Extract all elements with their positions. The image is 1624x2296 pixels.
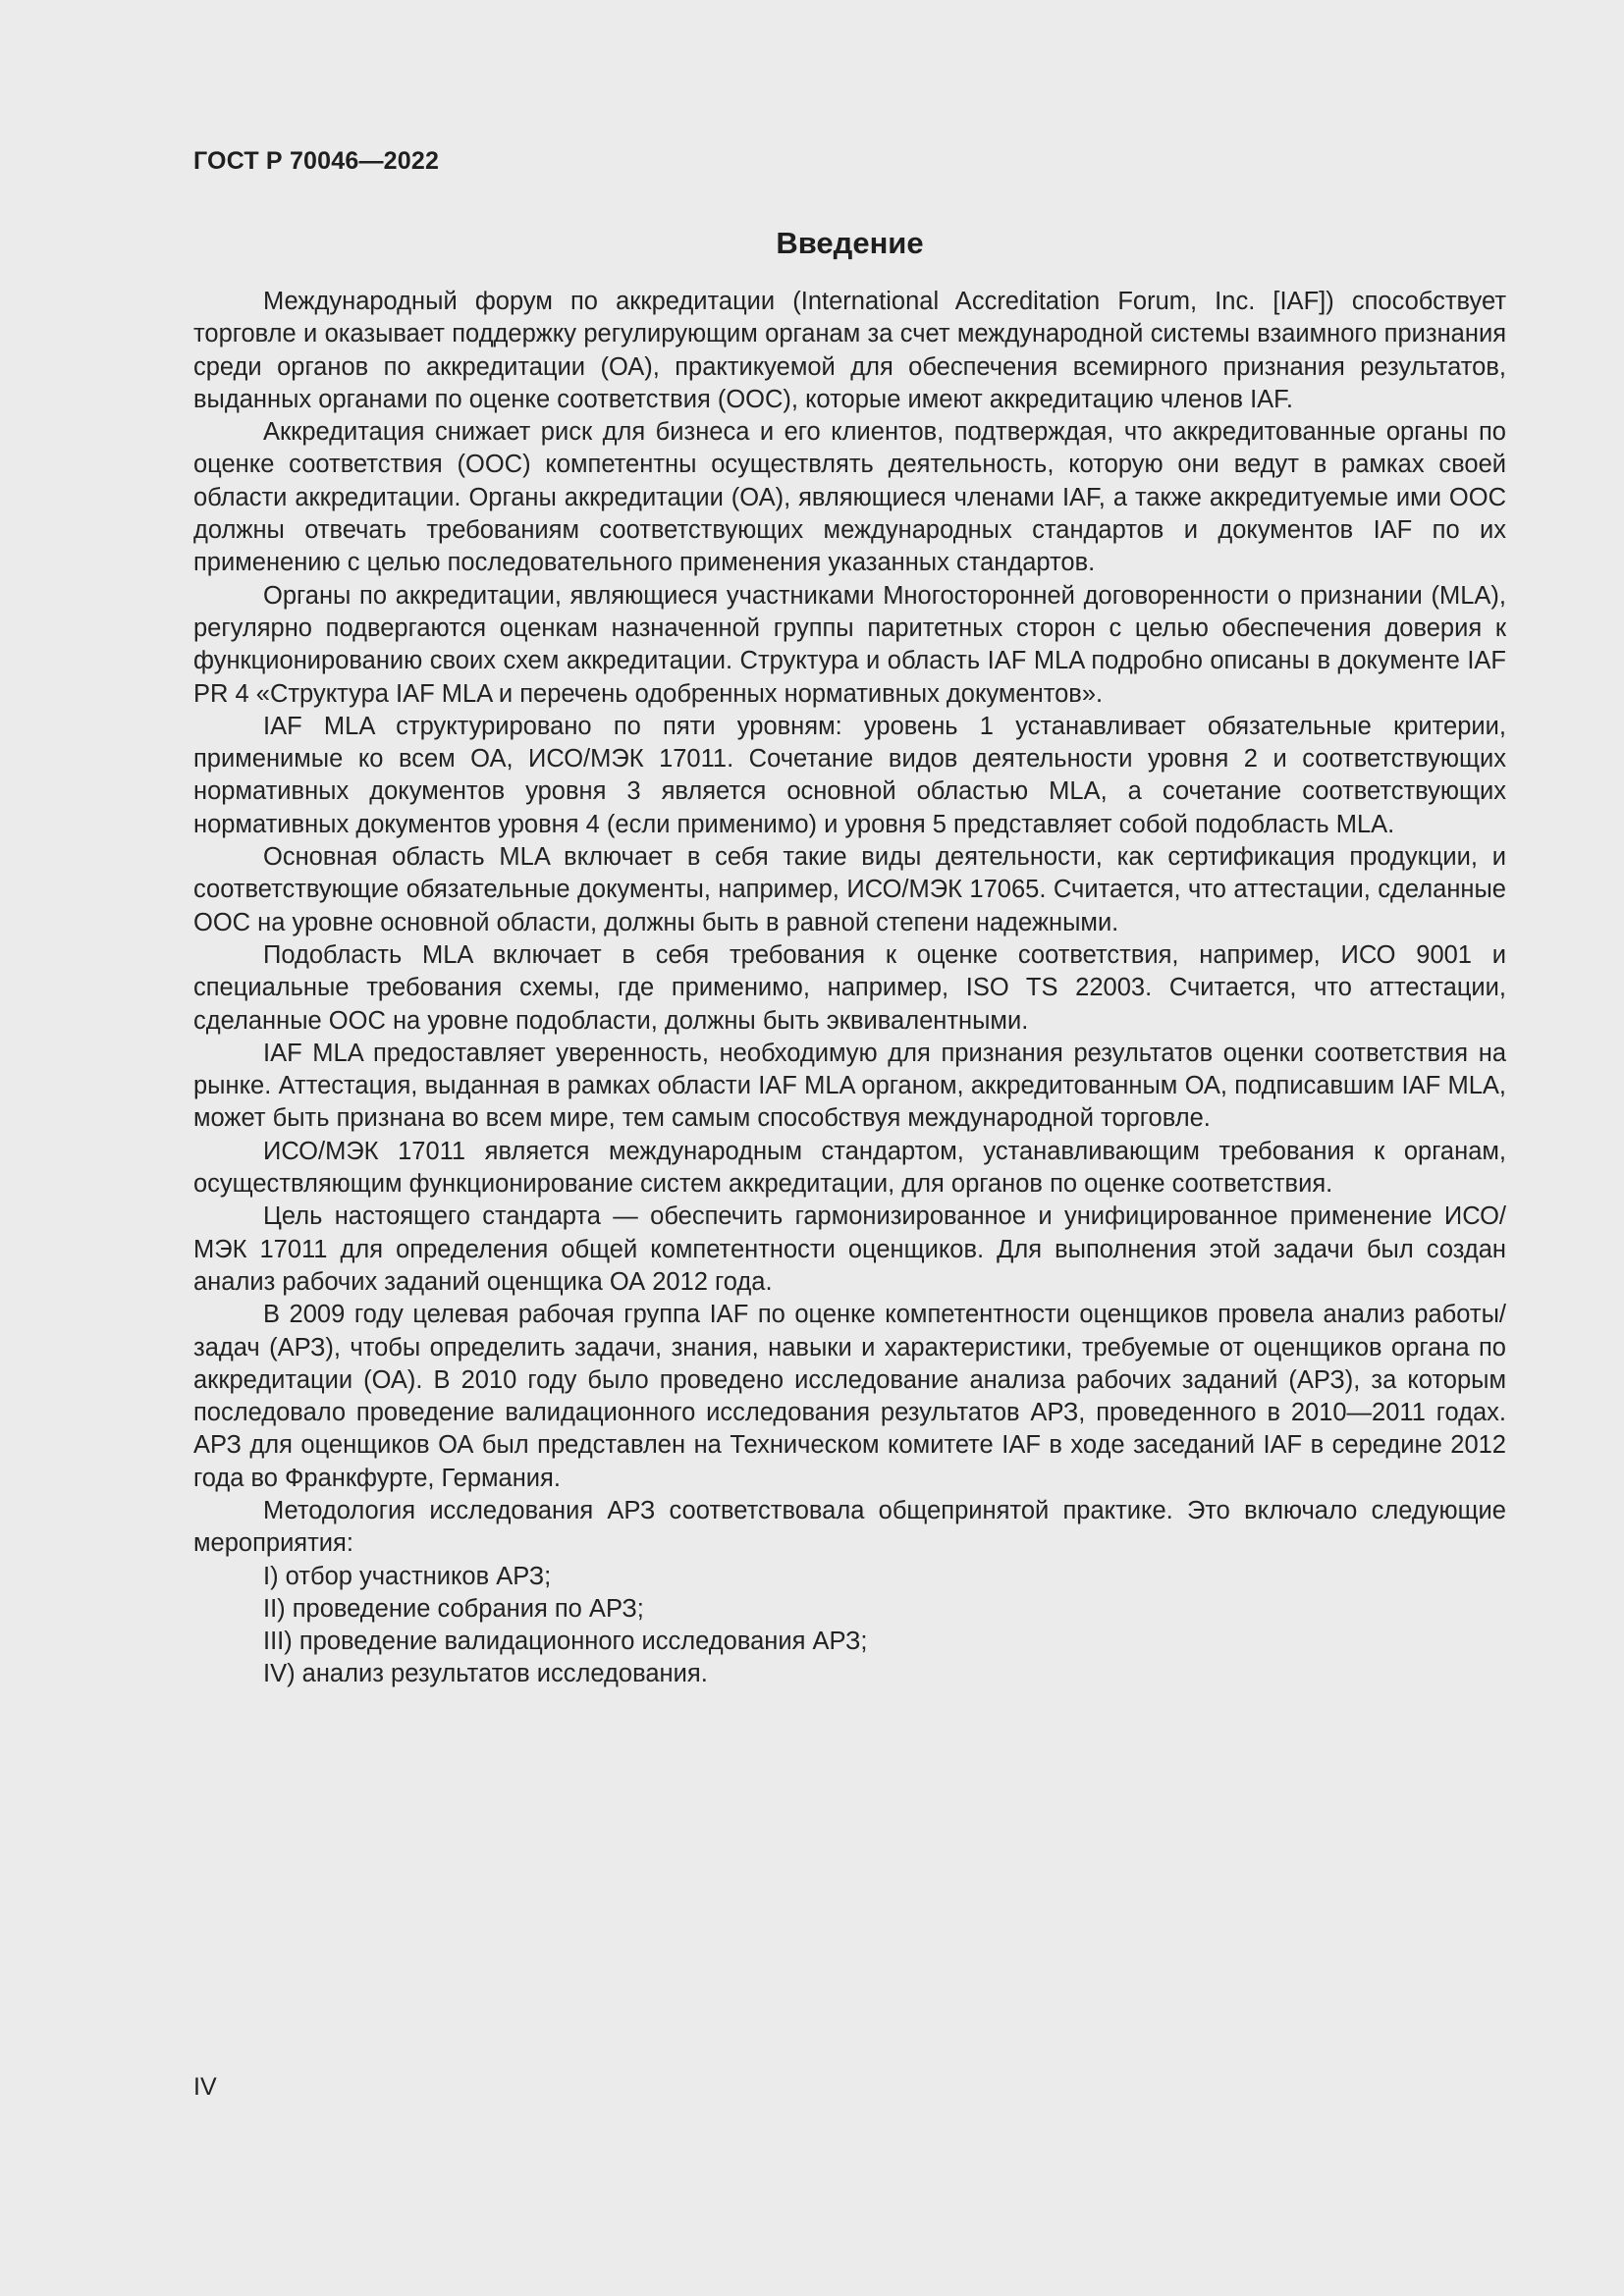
paragraph: Основная область MLA включает в себя такие виды деятельности, как сертификация продукции, и соответствующие обязательные документы, например, ИСО/МЭК 17065. Считается, что аттестации, сделанные ООС на уровне основной области, должны быть в равной степени надежными. [193,843,1506,936]
paragraph: IAF MLA предоставляет уверенность, необходимую для признания результатов оценки соответствия на рынке. Аттестация, выданная в рамках области IAF MLA органом, аккредитованным ОА, подписавшим IAF MLA, может быть признана во всем мире, тем самым способствуя международной торговле. [193,1039,1506,1133]
standard-id-header: ГОСТ Р 70046—2022 [193,147,440,175]
paragraph: Цель настоящего стандарта — обеспечить гармонизированное и унифицированное применение ИСО/МЭК 17011 для определения общей компетентности оценщиков. Для выполнения этой задачи был создан анализ рабочих заданий оценщика ОА 2012 года. [193,1202,1506,1296]
paragraph: Подобласть MLA включает в себя требования к оценке соответствия, например, ИСО 9001 и специальные требования схемы, где применимо, например, ISO TS 22003. Считается, что аттестации, сделанные ООС на уровне подобласти, должны быть эквивалентными. [193,940,1506,1035]
paragraph: Аккредитация снижает риск для бизнеса и его клиентов, подтверждая, что аккредитованные органы по оценке соответствия (ООС) компетентны осуществлять деятельность, которую они ведут в рамках своей области аккредитации. Органы аккредитации (ОА), являющиеся членами IAF, а также аккредитуемые ими ООС должны отвечать требованиям соответствующих международных стандартов и документов IAF по их применению с целью последовательного применения указанных стандартов. [193,418,1506,577]
list-item: IV) анализ результатов исследования. [263,1660,708,1688]
paragraph: IAF MLA структурировано по пяти уровням: уровень 1 устанавливает обязательные критерии, применимые ко всем ОА, ИСО/МЭК 17011. Сочетание видов деятельности уровня 2 и соответствующих нормативных документов уровня 3 является основной областью MLA, а сочетание соответствующих нормативных документов уровня 4 (если применимо) и уровня 5 представляет собой подобласть MLA. [193,712,1506,838]
paragraph: В 2009 году целевая рабочая группа IAF по оценке компетентности оценщиков провела анализ работы/задач (АРЗ), чтобы определить задачи, знания, навыки и характеристики, требуемые от оценщиков органа по аккредитации (ОА). В 2010 году было проведено исследование анализа рабочих заданий (АРЗ), за которым последовало проведение валидационного исследования результатов АРЗ, проведенного в 2010—2011 годах. АРЗ для оценщиков ОА был представлен на Техническом комитете IAF в ходе заседаний IAF в середине 2012 года во Франкфурте, Германия. [193,1301,1506,1492]
paragraph: Международный форум по аккредитации (International Accreditation Forum, Inc. [IAF]) способствует торговле и оказывает поддержку регулирующим органам за счет международной системы взаимного признания среди органов по аккредитации (ОА), практикуемой для обеспечения всемирного признания результатов, выданных органами по оценке соответствия (ООС), которые имеют аккредитацию членов IAF. [193,288,1506,413]
list-item: III) проведение валидационного исследования АРЗ; [263,1628,868,1656]
list-item: II) проведение собрания по АРЗ; [263,1594,644,1623]
section-title: Введение [776,226,924,260]
paragraph: ИСО/МЭК 17011 является международным стандартом, устанавливающим требования к органам, осуществляющим функционирование систем аккредитации, для органов по оценке соответствия. [193,1137,1506,1199]
document-body [193,286,1506,1691]
paragraph: Органы по аккредитации, являющиеся участниками Многосторонней договоренности о признании (MLA), регулярно подвергаются оценкам назначенной группы паритетных сторон с целью обеспечения доверия к функционированию своих схем аккредитации. Структура и область IAF MLA подробно описаны в документе IAF PR 4 «Структура IAF MLA и перечень одобренных нормативных документов». [193,581,1506,708]
page-number: IV [193,2073,217,2101]
paragraph: Методология исследования АРЗ соответствовала общепринятой практике. Это включало следующие мероприятия: [193,1496,1506,1558]
list-item: I) отбор участников АРЗ; [263,1562,552,1590]
